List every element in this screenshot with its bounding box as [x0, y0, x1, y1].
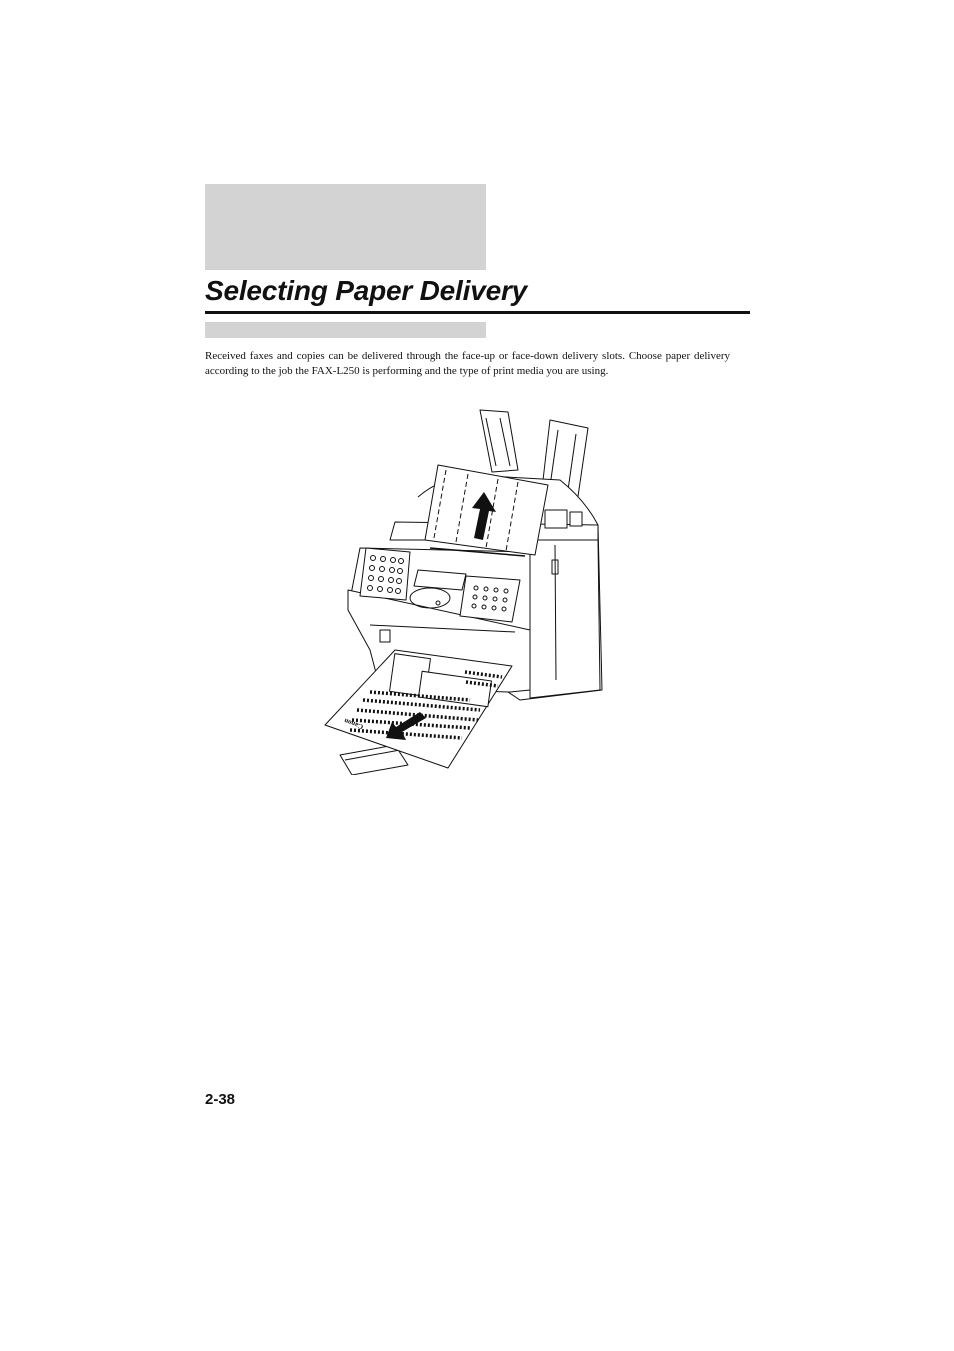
page-number: 2-38 — [205, 1091, 236, 1108]
chapter-tab-block — [205, 184, 486, 270]
face-down-sheet — [325, 650, 512, 768]
page-title: Selecting Paper Delivery — [205, 275, 528, 306]
canon-logo: Canon — [343, 716, 365, 731]
title-rule — [205, 311, 750, 314]
fax-machine-illustration — [320, 405, 610, 775]
intro-paragraph: Received faxes and copies can be delivered through the face-up or face-down delivery slots. Choose paper delivery according to the job the FAX-L250 is performing and the type of print media you are using. — [205, 350, 730, 377]
section-subbar — [205, 322, 486, 338]
